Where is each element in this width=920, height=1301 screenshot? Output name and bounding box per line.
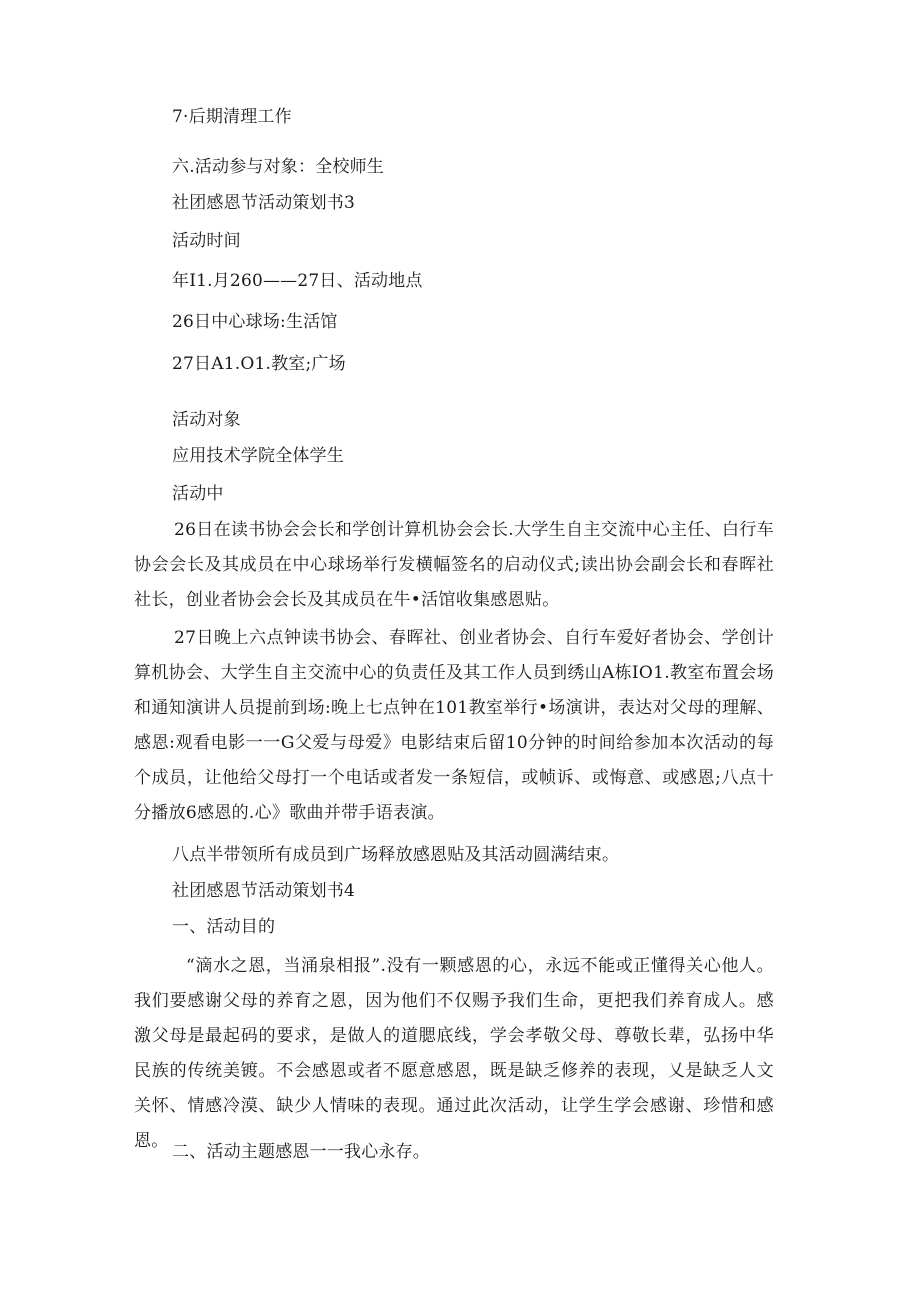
paragraph: 27日晚上六点钟读书协会、春晖社、创业者协会、自行车爱好者协会、学创计算机协会、大学生自主交流中心的负责任及其工作人员到绣山A栋IO1.教室布置会场和通知演讲人员提前到场:晚上七点钟在101教室举行•场演讲，表达对父母的理解、感恩:观看电影一一G父爱与母爱》电影结束后留10分钟的时间给参加本次活动的每个成员，让他给父母打一个电话或者发一条短信，或帧诉、或悔意、或感恩;八点十分播放6感恩的.心》歌曲并带手语表演。 [134, 628, 774, 823]
text-line: 八点半带领所有成员到广场释放感恩贴及其活动圆满结束。 [172, 845, 620, 865]
text-line: 社团感恩节活动策划书3 [172, 193, 356, 213]
text-line: 26日中心球场:生活馆 [172, 312, 338, 332]
text-line: 27日A1.O1.教室;广场 [172, 354, 346, 374]
section-heading: 一、活动目的 [172, 917, 276, 937]
text-line: 7·后期清理工作 [172, 107, 292, 127]
text-line: 六.活动参与对象：全校师生 [172, 157, 385, 177]
text-line: 年I1.月260——27日、活动地点 [172, 271, 423, 291]
text-line: 活动对象 [172, 410, 241, 430]
text-line: 活动时间 [172, 231, 241, 251]
text-line: 活动中 [172, 484, 224, 504]
text-line: 应用技术学院全体学生 [172, 446, 344, 466]
text-line: 社团感恩节活动策划书4 [172, 881, 356, 901]
paragraph: 26日在读书协会会长和学创计算机协会会长.大学生自主交流中心主任、白行车协会会长及其成员在中心球场举行发横幅签名的启动仪式;读出协会副会长和春晖社社长，创业者协会会长及其成员在牛•活馆收集感恩贴。 [134, 520, 774, 610]
paragraph: “滴水之恩，当涌泉相报”.没有一颗感恩的心，永远不能或正懂得关心他人。我们要感谢父母的养育之恩，因为他们不仅赐予我们生命，更把我们养育成人。感激父母是最起码的要求，是做人的道腮底线，学会孝敬父母、尊敬长辈，弘扬中华民族的传统美镀。不会感恩或者不愿意感恩，既是缺乏修养的表现，乂是缺乏人文关怀、情感冷漠、缺少人情味的表现。通过此次活动，让学生学会感谢、珍惜和感恩。 [134, 956, 774, 1151]
section-heading: 二、活动主题感恩一一我心永存。 [172, 1142, 430, 1162]
